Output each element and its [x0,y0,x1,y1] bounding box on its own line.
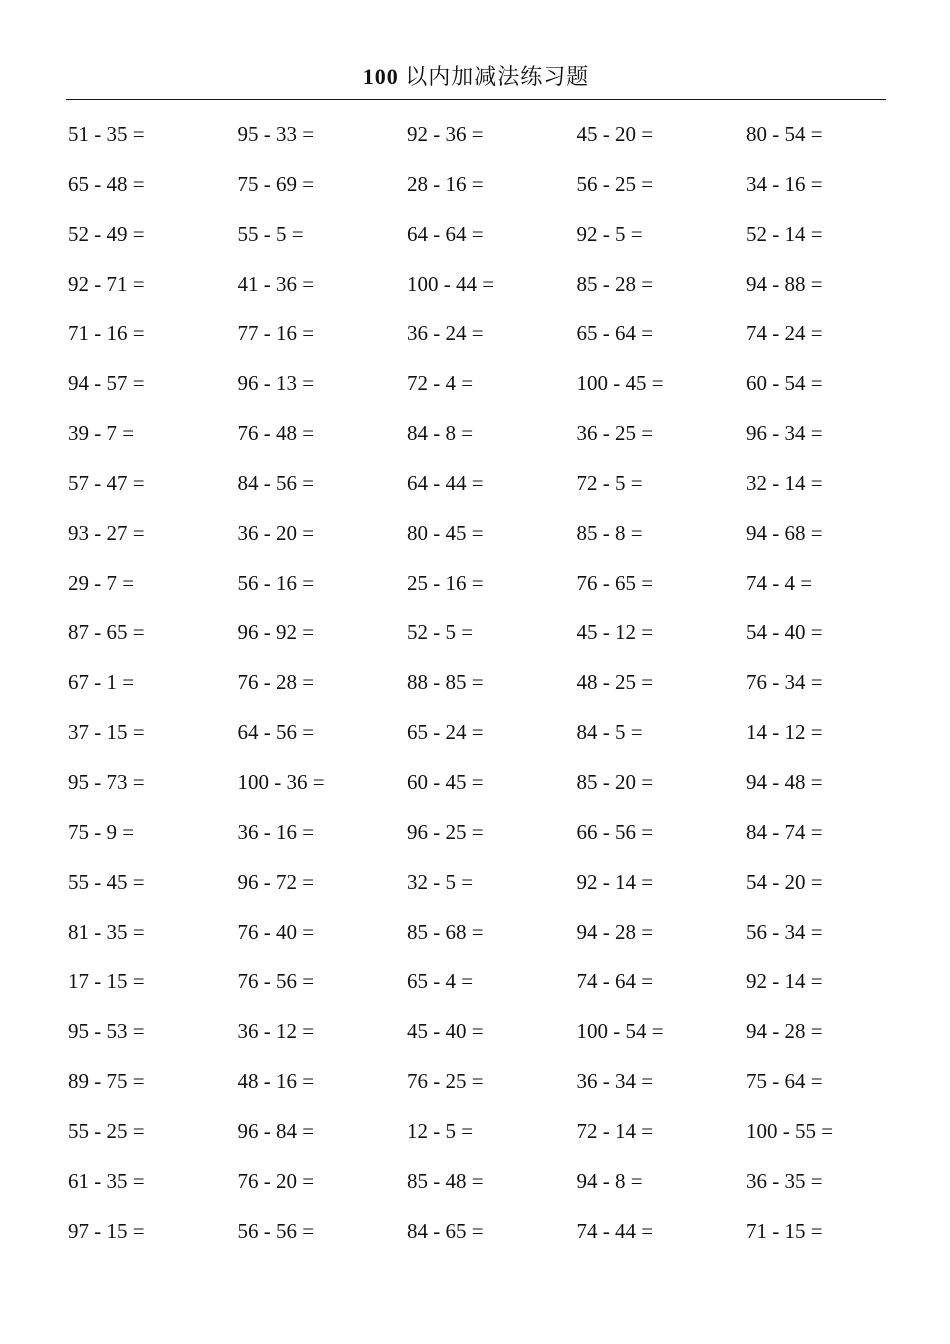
problem-item: 100 - 44 = [407,271,495,296]
problem-item: 94 - 57 = [68,371,145,396]
problem-item: 92 - 14 = [746,969,823,994]
problem-item: 32 - 5 = [407,869,474,894]
problem-item: 95 - 53 = [68,1019,145,1044]
problem-item: 45 - 12 = [576,620,654,645]
problem-item: 56 - 56 = [237,1218,315,1243]
problem-item: 84 - 56 = [237,470,315,495]
title-number: 100 [362,64,399,89]
problem-item: 94 - 28 = [576,919,654,944]
problem-item: 55 - 45 = [68,869,145,894]
problem-item: 76 - 65 = [576,570,654,595]
problem-item: 34 - 16 = [746,171,823,196]
problem-item: 96 - 34 = [746,421,823,446]
problem-item: 36 - 35 = [746,1168,823,1193]
problem-item: 96 - 13 = [237,371,315,396]
problem-item: 76 - 20 = [237,1168,315,1193]
problem-item: 94 - 88 = [746,271,823,296]
problem-item: 97 - 15 = [68,1218,145,1243]
problem-item: 36 - 16 = [237,819,315,844]
problem-item: 65 - 4 = [407,969,474,994]
problem-item: 75 - 69 = [237,171,315,196]
problem-item: 36 - 12 = [237,1019,315,1044]
problem-item: 84 - 65 = [407,1218,484,1243]
problem-item: 61 - 35 = [68,1168,145,1193]
problem-item: 48 - 16 = [237,1069,315,1094]
title-divider [66,99,886,100]
problem-item: 60 - 54 = [746,371,823,396]
problem-item: 37 - 15 = [68,720,145,745]
problem-item: 77 - 16 = [237,321,315,346]
problem-item: 28 - 16 = [407,171,484,196]
problem-item: 56 - 16 = [237,570,315,595]
problem-item: 55 - 5 = [237,221,304,246]
problem-item: 96 - 72 = [237,869,315,894]
problem-item: 81 - 35 = [68,919,145,944]
problem-item: 25 - 16 = [407,570,484,595]
problem-item: 56 - 34 = [746,919,823,944]
problem-item: 76 - 40 = [237,919,315,944]
problem-item: 92 - 36 = [407,122,484,146]
problem-item: 72 - 4 = [407,371,474,396]
problem-item: 32 - 14 = [746,470,823,495]
problem-item: 96 - 84 = [237,1118,315,1143]
problem-item: 74 - 44 = [576,1218,654,1243]
problem-item: 52 - 49 = [68,221,145,246]
problem-item: 92 - 71 = [68,271,145,296]
problem-item: 89 - 75 = [68,1069,145,1094]
problem-item: 36 - 24 = [407,321,484,346]
problem-item: 75 - 64 = [746,1069,823,1094]
problem-item: 64 - 64 = [407,221,484,246]
problem-item: 54 - 20 = [746,869,823,894]
problem-item: 39 - 7 = [68,421,135,446]
problem-item: 65 - 64 = [576,321,654,346]
problem-item: 96 - 92 = [237,620,315,645]
problem-item: 92 - 14 = [576,869,654,894]
problem-item: 45 - 40 = [407,1019,484,1044]
problem-item: 94 - 28 = [746,1019,823,1044]
problem-item: 84 - 74 = [746,819,823,844]
problem-item: 45 - 20 = [576,122,654,146]
problem-item: 29 - 7 = [68,570,135,595]
problem-item: 76 - 25 = [407,1069,484,1094]
problem-item: 100 - 54 = [576,1019,664,1044]
problem-item: 94 - 8 = [576,1168,643,1193]
problem-item: 94 - 68 = [746,520,823,545]
problem-item: 75 - 9 = [68,819,135,844]
problem-item: 87 - 65 = [68,620,145,645]
problem-item: 14 - 12 = [746,720,823,745]
problem-item: 74 - 24 = [746,321,823,346]
problem-item: 66 - 56 = [576,819,654,844]
problem-item: 54 - 40 = [746,620,823,645]
problem-item: 93 - 27 = [68,520,145,545]
problem-item: 55 - 25 = [68,1118,145,1143]
title-text: 以内加减法练习题 [405,64,590,89]
problem-item: 52 - 5 = [407,620,474,645]
problem-item: 36 - 25 = [576,421,654,446]
problem-item: 85 - 28 = [576,271,654,296]
problem-item: 57 - 47 = [68,470,145,495]
problem-item: 95 - 33 = [237,122,315,146]
problem-item: 94 - 48 = [746,769,823,794]
problem-item: 65 - 48 = [68,171,145,196]
page-title [66,62,886,92]
problem-item: 72 - 14 = [576,1118,654,1143]
problem-item: 76 - 28 = [237,670,315,695]
problem-item: 100 - 36 = [237,769,325,794]
problem-item: 88 - 85 = [407,670,484,695]
problem-item: 74 - 64 = [576,969,654,994]
problem-item: 100 - 45 = [576,371,664,396]
problem-item: 64 - 44 = [407,470,484,495]
problem-item: 85 - 48 = [407,1168,484,1193]
problem-item: 80 - 45 = [407,520,484,545]
problem-item: 76 - 34 = [746,670,823,695]
problem-item: 60 - 45 = [407,769,484,794]
problem-item: 71 - 15 = [746,1218,823,1243]
problem-item: 67 - 1 = [68,670,135,695]
problem-item: 36 - 20 = [237,520,315,545]
problem-item: 51 - 35 = [68,122,145,146]
problem-item: 52 - 14 = [746,221,823,246]
problem-item: 64 - 56 = [237,720,315,745]
problem-item: 72 - 5 = [576,470,643,495]
problem-item: 84 - 8 = [407,421,474,446]
problem-item: 96 - 25 = [407,819,484,844]
problem-item: 85 - 8 = [576,520,643,545]
problem-item: 80 - 54 = [746,122,823,146]
problem-item: 85 - 68 = [407,919,484,944]
problem-item: 74 - 4 = [746,570,813,595]
problem-item: 92 - 5 = [576,221,643,246]
problem-item: 12 - 5 = [407,1118,474,1143]
problem-item: 48 - 25 = [576,670,654,695]
problem-item: 100 - 55 = [746,1118,834,1143]
problem-item: 56 - 25 = [576,171,654,196]
problem-item: 36 - 34 = [576,1069,654,1094]
problem-item: 95 - 73 = [68,769,145,794]
problem-item: 76 - 48 = [237,421,315,446]
problem-grid [68,118,918,1264]
problem-item: 41 - 36 = [237,271,315,296]
problem-item: 71 - 16 = [68,321,145,346]
problem-item: 17 - 15 = [68,969,145,994]
problem-item: 76 - 56 = [237,969,315,994]
problem-item: 85 - 20 = [576,769,654,794]
problem-item: 65 - 24 = [407,720,484,745]
problem-item: 84 - 5 = [576,720,643,745]
